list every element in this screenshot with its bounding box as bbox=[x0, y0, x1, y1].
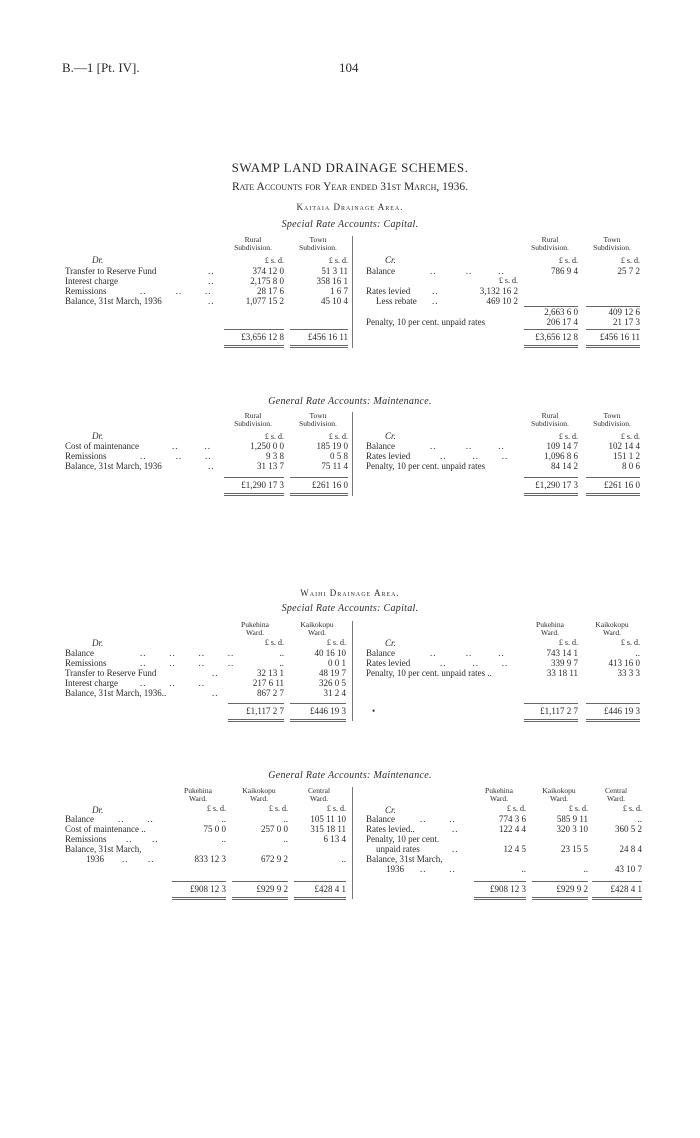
dr-row-value: 75 11 4 bbox=[321, 461, 348, 471]
total-rule bbox=[586, 703, 640, 704]
total-rule bbox=[524, 329, 578, 330]
col-head-kaikokopu: Kaikokopu Ward. bbox=[542, 786, 576, 803]
double-rule bbox=[524, 493, 578, 494]
total-rule bbox=[524, 703, 578, 704]
double-rule bbox=[172, 897, 226, 898]
units: £ s. d. bbox=[620, 638, 640, 647]
dr-row-value: 75 0 0 bbox=[203, 824, 226, 834]
cr-row-label: Rates levied bbox=[366, 451, 411, 461]
units: £ s. d. bbox=[328, 432, 348, 441]
leader-dots: .. .. .. bbox=[140, 678, 205, 688]
dr-total: £908 12 3 bbox=[190, 884, 226, 894]
total-rule bbox=[294, 881, 346, 882]
dr-row-label: Interest charge bbox=[65, 678, 119, 688]
cr-row-value: 23 15 5 bbox=[561, 844, 588, 854]
dr-row-label: Interest charge bbox=[65, 276, 119, 286]
cr-row-value: 206 17 4 bbox=[546, 317, 578, 327]
double-rule bbox=[474, 897, 526, 898]
dr-row-value: 0 0 1 bbox=[328, 658, 346, 668]
dr-row-label: Remissions bbox=[65, 451, 107, 461]
page-number: 104 bbox=[339, 60, 359, 75]
stray-dot: • bbox=[372, 706, 377, 716]
leader-dots: .. .. bbox=[420, 814, 456, 824]
col-head-pukehina: Pukehina Ward. bbox=[536, 620, 564, 637]
double-rule bbox=[586, 719, 640, 720]
total-rule bbox=[586, 477, 640, 478]
double-rule bbox=[224, 345, 284, 346]
dr-total: £1,290 17 3 bbox=[241, 480, 284, 490]
col-head-rural: Rural Subdivision. bbox=[531, 411, 569, 428]
leader-dots: .. bbox=[432, 286, 439, 296]
leader-dots: .. bbox=[208, 276, 215, 286]
cr-row-value: 469 10 2 bbox=[486, 296, 518, 306]
cr-row-value: 24 8 4 bbox=[619, 844, 642, 854]
cr-row-value: 33 3 3 bbox=[617, 668, 640, 678]
double-rule bbox=[592, 899, 642, 900]
waihi-area-title: Waihi Drainage Area. bbox=[300, 588, 400, 598]
waihi-maintenance-heading: General Rate Accounts: Maintenance. bbox=[268, 770, 432, 781]
dr-row-value: .. bbox=[283, 814, 288, 824]
cr-header: Cr. bbox=[385, 638, 396, 648]
dr-row-value: 48 19 7 bbox=[319, 668, 346, 678]
dr-row-value: 374 12 0 bbox=[252, 266, 284, 276]
cr-row-label: Balance bbox=[366, 648, 395, 658]
total-rule bbox=[172, 881, 226, 882]
cr-row-value: 151 1 2 bbox=[613, 451, 640, 461]
dr-row-value: 358 16 1 bbox=[316, 276, 348, 286]
cr-total: £929 9 2 bbox=[556, 884, 588, 894]
leader-dots: .. .. bbox=[126, 834, 159, 844]
col-head-pukehina: Pukehina Ward. bbox=[485, 786, 513, 803]
cr-row-label: Penalty, 10 per cent. unpaid rates .. bbox=[366, 668, 492, 678]
leader-dots: .. .. .. bbox=[440, 451, 509, 461]
double-rule bbox=[290, 719, 346, 720]
units: £ s. d. bbox=[506, 804, 526, 813]
dr-header: Dr. bbox=[92, 805, 104, 815]
cr-row-label: Balance bbox=[366, 814, 395, 824]
dr-row-value: .. bbox=[221, 814, 226, 824]
double-rule bbox=[228, 721, 284, 722]
dr-row-value: 45 10 4 bbox=[321, 296, 348, 306]
dr-row-value: 28 17 6 bbox=[257, 286, 284, 296]
double-rule bbox=[524, 495, 578, 496]
double-rule bbox=[586, 347, 640, 348]
dr-row-value: 6 13 4 bbox=[323, 834, 346, 844]
dr-row-value: 2,175 8 0 bbox=[250, 276, 284, 286]
dr-row-value: 326 0 5 bbox=[319, 678, 346, 688]
total-rule bbox=[586, 329, 640, 330]
cr-row-label: Rates levied bbox=[366, 658, 411, 668]
page-ref: B.—1 [Pt. IV]. bbox=[62, 60, 140, 75]
cr-row-value: 743 14 1 bbox=[546, 648, 578, 658]
dr-row-label: Remissions bbox=[65, 834, 107, 844]
leader-dots: .. .. .. bbox=[440, 658, 509, 668]
dr-row-value: 40 16 10 bbox=[314, 648, 346, 658]
double-rule bbox=[524, 719, 578, 720]
col-head-central: Central Ward. bbox=[604, 786, 628, 803]
dr-row-label: Remissions bbox=[65, 286, 107, 296]
col-head-central: Central Ward. bbox=[307, 786, 331, 803]
cr-row-label: Balance, 31st March, bbox=[366, 854, 443, 864]
dr-total: £3,656 12 8 bbox=[241, 332, 284, 342]
dr-row-value: 315 18 11 bbox=[310, 824, 346, 834]
col-head-kaikokopu: Kaikokopu Ward. bbox=[300, 620, 334, 637]
dr-row-value: 32 13 1 bbox=[257, 668, 284, 678]
cr-row-value: 8 0 6 bbox=[622, 461, 640, 471]
dr-row-label: Balance, 31st March, 1936 bbox=[65, 461, 162, 471]
leader-dots: .. .. .. bbox=[140, 286, 212, 296]
page-subtitle: Rate Accounts for Year ended 31st March, 1936. bbox=[231, 181, 469, 193]
cr-row-value: 360 5 2 bbox=[615, 824, 642, 834]
cr-row-label: Balance bbox=[366, 441, 395, 451]
units: £ s. d. bbox=[558, 432, 578, 441]
leader-dots: .. .. .. bbox=[140, 451, 212, 461]
units: £ s. d. bbox=[264, 256, 284, 265]
kaitaia-maintenance-heading: General Rate Accounts: Maintenance. bbox=[268, 396, 432, 407]
dr-row-label: Balance, 31st March, 1936.. bbox=[65, 688, 167, 698]
cr-row-label: Penalty, 10 per cent. bbox=[366, 834, 440, 844]
total-rule bbox=[524, 477, 578, 478]
double-rule bbox=[290, 345, 348, 346]
dr-row-value: 672 9 2 bbox=[261, 854, 288, 864]
total-rule bbox=[290, 329, 348, 330]
col-head-pukehina: Pukehina Ward. bbox=[241, 620, 269, 637]
dr-row-label: Remissions bbox=[65, 658, 107, 668]
double-rule bbox=[524, 345, 578, 346]
double-rule bbox=[532, 899, 588, 900]
dr-row-label: Balance, 31st March, bbox=[65, 844, 142, 854]
units: £ s. d. bbox=[498, 276, 518, 285]
col-head-town: Town Subdivision. bbox=[593, 411, 631, 428]
cr-row-value: .. bbox=[521, 864, 526, 874]
units: £ s. d. bbox=[264, 432, 284, 441]
dr-row-value: 1,077 15 2 bbox=[245, 296, 284, 306]
cr-row-value: 33 18 11 bbox=[546, 668, 578, 678]
dr-total: £929 9 2 bbox=[256, 884, 288, 894]
cr-total: £1,290 17 3 bbox=[535, 480, 578, 490]
cr-row-value: 413 16 0 bbox=[608, 658, 640, 668]
total-rule bbox=[290, 703, 346, 704]
units: £ s. d. bbox=[558, 256, 578, 265]
dr-row-value: 1 6 7 bbox=[330, 286, 348, 296]
cr-row-value: .. bbox=[583, 864, 588, 874]
dr-row-value: 0 5 8 bbox=[330, 451, 348, 461]
dr-total: £428 4 1 bbox=[314, 884, 346, 894]
double-rule bbox=[224, 347, 284, 348]
cr-header: Cr. bbox=[385, 805, 396, 815]
cr-row-value: .. bbox=[635, 648, 640, 658]
dr-total: £261 16 0 bbox=[312, 480, 348, 490]
cr-total: £456 16 11 bbox=[599, 332, 640, 342]
col-head-pukehina: Pukehina Ward. bbox=[184, 786, 212, 803]
cr-row-label: Rates levied.. bbox=[366, 824, 415, 834]
leader-dots: .. bbox=[452, 844, 459, 854]
units: £ s. d. bbox=[620, 256, 640, 265]
total-rule bbox=[232, 881, 288, 882]
dr-header: Dr. bbox=[92, 255, 104, 265]
units: £ s. d. bbox=[268, 804, 288, 813]
col-head-town: Town Subdivision. bbox=[593, 235, 631, 252]
leader-dots: .. .. bbox=[122, 854, 155, 864]
dr-row-label: Cost of maintenance bbox=[65, 441, 139, 451]
dr-row-value: 31 13 7 bbox=[257, 461, 284, 471]
total-rule bbox=[592, 881, 642, 882]
col-head-rural: Rural Subdivision. bbox=[234, 411, 272, 428]
cr-row-value: 774 3 6 bbox=[499, 814, 526, 824]
dr-row-value: 9 3 8 bbox=[266, 451, 284, 461]
double-rule bbox=[294, 897, 346, 898]
cr-row-value: 320 3 10 bbox=[556, 824, 588, 834]
dr-row-value: .. bbox=[341, 854, 346, 864]
double-rule bbox=[290, 347, 348, 348]
cr-total: £446 19 3 bbox=[604, 706, 640, 716]
double-rule bbox=[586, 345, 640, 346]
double-rule bbox=[224, 495, 284, 496]
dr-row-label: Balance bbox=[65, 648, 94, 658]
units: £ s. d. bbox=[206, 804, 226, 813]
cr-row-label: Penalty, 10 per cent. unpaid rates bbox=[366, 461, 486, 471]
dr-row-label: Cost of maintenance .. bbox=[65, 824, 146, 834]
double-rule bbox=[172, 899, 226, 900]
double-rule bbox=[232, 899, 288, 900]
cr-total: £3,656 12 8 bbox=[535, 332, 578, 342]
dr-total: £446 19 3 bbox=[310, 706, 346, 716]
cr-row-value: 12 4 5 bbox=[503, 844, 526, 854]
total-rule bbox=[224, 477, 284, 478]
cr-row-label: Less rebate bbox=[376, 296, 417, 306]
cr-row-value: 585 9 11 bbox=[556, 814, 588, 824]
leader-dots: .. .. bbox=[420, 864, 456, 874]
divider bbox=[352, 236, 353, 348]
units: £ s. d. bbox=[264, 638, 284, 647]
double-rule bbox=[474, 899, 526, 900]
leader-dots: .. .. .. .. bbox=[140, 658, 235, 668]
double-rule bbox=[586, 721, 640, 722]
dr-row-value: 31 2 4 bbox=[323, 688, 346, 698]
waihi-capital-heading: Special Rate Accounts: Capital. bbox=[281, 603, 419, 614]
cr-header: Cr. bbox=[385, 431, 396, 441]
cr-row-value: .. bbox=[637, 814, 642, 824]
kaitaia-capital-heading: Special Rate Accounts: Capital. bbox=[281, 219, 419, 230]
page-title: SWAMP LAND DRAINAGE SCHEMES. bbox=[231, 160, 469, 175]
double-rule bbox=[532, 897, 588, 898]
dr-header: Dr. bbox=[92, 431, 104, 441]
leader-dots: .. .. .. bbox=[430, 648, 505, 658]
cr-total: £428 4 1 bbox=[610, 884, 642, 894]
dr-row-value: 105 11 10 bbox=[310, 814, 346, 824]
kaitaia-area-title: Kaitaia Drainage Area. bbox=[296, 202, 404, 212]
double-rule bbox=[290, 495, 348, 496]
double-rule bbox=[586, 493, 640, 494]
leader-dots: .. bbox=[452, 824, 459, 834]
leader-dots: .. bbox=[208, 296, 215, 306]
cr-row-value: 409 12 6 bbox=[608, 307, 640, 317]
cr-row-label: 1936 bbox=[386, 864, 404, 874]
dr-row-value: 257 0 0 bbox=[261, 824, 288, 834]
divider bbox=[352, 412, 353, 496]
units: £ s. d. bbox=[328, 256, 348, 265]
leader-dots: .. bbox=[208, 266, 215, 276]
cr-total: £261 16 0 bbox=[604, 480, 640, 490]
units: £ s. d. bbox=[568, 804, 588, 813]
double-rule bbox=[232, 897, 288, 898]
col-head-kaikokopu: Kaikokopu Ward. bbox=[242, 786, 276, 803]
total-rule bbox=[228, 703, 284, 704]
cr-row-value: 25 7 2 bbox=[617, 266, 640, 276]
cr-row-label: Balance bbox=[366, 266, 395, 276]
total-rule bbox=[224, 329, 284, 330]
total-rule bbox=[290, 477, 348, 478]
cr-row-value: 84 14 2 bbox=[551, 461, 578, 471]
cr-row-value: 109 14 7 bbox=[546, 441, 578, 451]
leader-dots: .. bbox=[208, 461, 215, 471]
double-rule bbox=[524, 347, 578, 348]
leader-dots: .. .. .. .. bbox=[140, 648, 235, 658]
dr-row-label: Balance, 31st March, 1936 bbox=[65, 296, 162, 306]
dr-row-value: .. bbox=[279, 658, 284, 668]
cr-row-value: 21 17 3 bbox=[613, 317, 640, 327]
cr-row-value: 786 9 4 bbox=[551, 266, 578, 276]
dr-row-value: 867 2 7 bbox=[257, 688, 284, 698]
cr-row-value: 2,663 6 0 bbox=[544, 307, 578, 317]
double-rule bbox=[586, 495, 640, 496]
cr-row-label: Penalty, 10 per cent. unpaid rates bbox=[366, 317, 486, 327]
units: £ s. d. bbox=[326, 638, 346, 647]
double-rule bbox=[228, 719, 284, 720]
units: £ s. d. bbox=[622, 804, 642, 813]
cr-total: £1,117 2 7 bbox=[540, 706, 578, 716]
double-rule bbox=[290, 493, 348, 494]
cr-row-label: unpaid rates bbox=[376, 844, 420, 854]
leader-dots: .. .. bbox=[118, 814, 154, 824]
units: £ s. d. bbox=[620, 432, 640, 441]
double-rule bbox=[524, 721, 578, 722]
leader-dots: .. bbox=[212, 688, 219, 698]
leader-dots: .. .. bbox=[172, 441, 211, 451]
cr-row-value: 122 4 4 bbox=[499, 824, 526, 834]
dr-row-label: Transfer to Reserve Fund bbox=[65, 668, 157, 678]
dr-row-value: 217 6 11 bbox=[252, 678, 284, 688]
dr-row-label: Balance bbox=[65, 814, 94, 824]
leader-dots: .. bbox=[432, 296, 439, 306]
double-rule bbox=[294, 899, 346, 900]
col-head-town: Town Subdivision. bbox=[299, 235, 337, 252]
total-rule bbox=[532, 881, 588, 882]
col-head-kaikokopu: Kaikokopu Ward. bbox=[595, 620, 629, 637]
leader-dots: .. .. .. bbox=[430, 266, 505, 276]
divider bbox=[352, 621, 353, 721]
dr-header: Dr. bbox=[92, 638, 104, 648]
dr-row-value: 51 3 11 bbox=[321, 266, 348, 276]
col-head-town: Town Subdivision. bbox=[299, 411, 337, 428]
dr-row-value: 1,250 0 0 bbox=[250, 441, 284, 451]
dr-row-value: 185 19 0 bbox=[316, 441, 348, 451]
dr-row-value: 833 12 3 bbox=[194, 854, 226, 864]
divider bbox=[352, 787, 353, 899]
col-head-rural: Rural Subdivision. bbox=[234, 235, 272, 252]
dr-row-label: 1936 bbox=[86, 854, 104, 864]
double-rule bbox=[290, 721, 346, 722]
dr-row-label: Transfer to Reserve Fund bbox=[65, 266, 157, 276]
total-rule bbox=[474, 881, 526, 882]
double-rule bbox=[592, 897, 642, 898]
units: £ s. d. bbox=[558, 638, 578, 647]
leader-dots: .. .. .. bbox=[430, 441, 505, 451]
dr-total: £456 16 11 bbox=[307, 332, 348, 342]
cr-row-value: 339 9 7 bbox=[551, 658, 578, 668]
dr-row-value: .. bbox=[221, 834, 226, 844]
cr-row-label: Rates levied bbox=[366, 286, 411, 296]
cr-row-value: 1,096 8 6 bbox=[544, 451, 578, 461]
cr-row-value: 43 10 7 bbox=[615, 864, 642, 874]
dr-total: £1,117 2 7 bbox=[246, 706, 284, 716]
dr-row-value: .. bbox=[283, 834, 288, 844]
cr-row-value: 3,132 16 2 bbox=[479, 286, 518, 296]
leader-dots: .. bbox=[212, 668, 219, 678]
dr-row-value: .. bbox=[279, 648, 284, 658]
cr-total: £908 12 3 bbox=[490, 884, 526, 894]
cr-header: Cr. bbox=[385, 255, 396, 265]
cr-row-value: 102 14 4 bbox=[608, 441, 640, 451]
double-rule bbox=[224, 493, 284, 494]
units: £ s. d. bbox=[326, 804, 346, 813]
col-head-rural: Rural Subdivision. bbox=[531, 235, 569, 252]
